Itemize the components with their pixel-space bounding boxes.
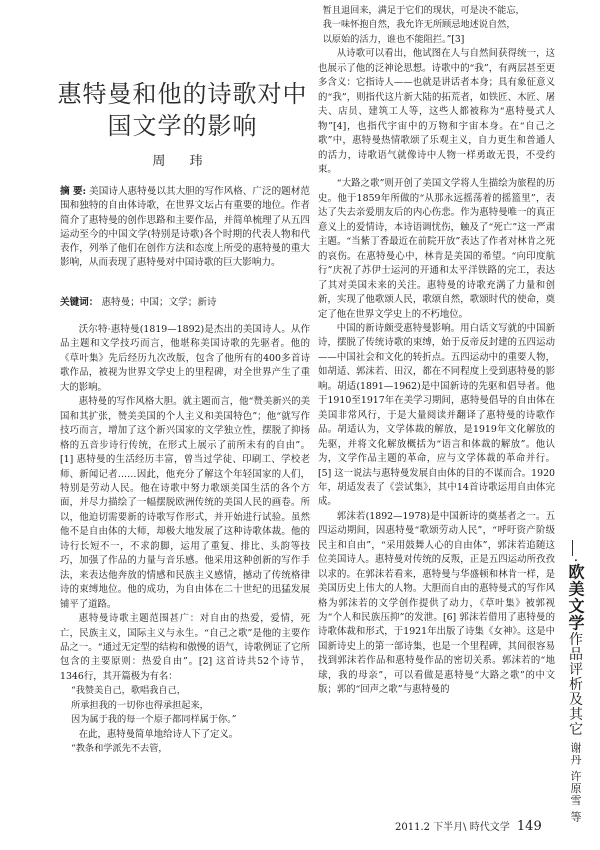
section-title: 欧美文学 <box>566 563 585 632</box>
paragraph: 惠特曼的写作风格大胆。就主题而言，他“赞美新兴的美国和其扩张，赞美美国的个人主义和美国特色”；他“就写作技巧而言，增加了这个新兴国家的文学独立性，摆脱了抑扬格的五音步诗行传统，在形式上展示了前所未有的自由”。[1] 惠特曼的生活经历丰富，曾当过学徒、印刷工、学校老师、新闻记者……因此，他充分了解这个年轻国家的人们，特别是劳动人民。他在诗歌中努力歌颂美国生活的各个方面，并尽力描绘了一幅摆脱欧洲传统的美国人民的画卷。所以，他迫切需要新的诗歌写作形式，并开始进行试验。虽然他不是自由体的大师，却极大地发展了这种诗歌体裁。他的诗行长短不一，不求韵脚，运用了重复、排比、头韵等技巧，加强了作品的力量与音乐感。他采用这种创新的写作手法，来表达他奔放的情感和民族主义感情，撼动了传统格律诗的束缚地位。他的成功，为自由体在二十世纪的迅猛发展铺平了道路。 <box>60 396 310 610</box>
keywords <box>60 296 310 310</box>
section-label <box>564 558 587 823</box>
section-subtitle: 作品评析及其它 <box>567 631 583 737</box>
paragraph: 沃尔特·惠特曼(1819—1892)是杰出的美国诗人。从作品主题和文学技巧而言，他堪称美国诗歌的先驱者。他的《草叶集》先后经历九次改版，包含了他所有的400多首诗歌作品，被视为世界文学史上的里程碑，对全世界产生了重大的影响。 <box>60 324 310 393</box>
paragraph: 郭沫若(1892—1978)是中国新诗的奠基者之一。五四运动期间，因惠特曼“歌颂劳动人民”，“呼吁资产阶级民主和自由”，“采用鼓舞人心的自由体”，郭沫若追随这位美国诗人。惠特曼对传统的反叛，正是五四运动所孜孜以求的。在郭沫若看来，惠特曼与华盛顿和林肯一样，是美国历史上伟大的人物。大胆而自由的惠特曼式的写作风格为郭沫若的文学创作提供了动力，《草叶集》被郭视为“个人和民族压抑”的发泄。[6] 郭沫若借用了惠特曼的诗歌体裁和形式，于1921年出版了诗集《女神》。这是中国新诗史上的第一部诗集，也是一个里程碑，其间很容易找到郭沫若作品和惠特曼作品的密切关系。郭沫若的“地球，我的母亲”，可以看做是惠特曼“大路之歌”的中文版；郭的“回声之歌”与惠特曼的 <box>318 510 555 696</box>
page-footer <box>395 818 542 834</box>
paragraph: 惠特曼诗歌主题范围甚广：对自由的热爱，爱情，死亡，民族主义，国际主义与永生。“自己之歌”是他的主要作品之一。“通过无定型的结构和傲慢的语气，诗歌例证了它所包含的主要原则：热爱自由”。[2] 这首诗共52个诗节，1346行，其开篇极为有名： <box>60 613 310 682</box>
journal-issue: 2011.2 下半月\ 時代文学 <box>395 822 510 833</box>
sidebar-dot: · <box>567 558 583 564</box>
paragraph: “大路之歌”则开创了美国文学将人生描绘为旅程的历史。他于1859年所做的“从那永远摇荡着的摇篮里”，表达了失去亲爱朋友后的内心伤悲。作为惠特曼唯一的真正意义上的爱情诗，本诗语调忧伤，触及了“死亡”这一严肃主题。“当紫丁香最近在前院开放”表达了作者对林肯之死的哀伤。在惠特曼心中，林肯是美国的希望。“向印度航行”庆祝了苏伊士运河的开通和太平洋铁路的完工，表达了其对美国未来的关注。惠特曼的诗歌充满了力量和创新，实现了他歌颂人民，歌颂自然，歌颂时代的使命，奠定了他在世界文学史上的不朽地位。 <box>318 178 555 320</box>
poem-line: 以原始的活力，谁也不能阻拦。”[3] <box>322 33 465 45</box>
page-title <box>55 78 310 142</box>
left-column <box>60 323 310 757</box>
paragraph: 在此，惠特曼简单地给诗人下了定义。 <box>78 728 239 740</box>
section-sidebar <box>560 540 586 830</box>
paragraph: 中国的新诗颇受惠特曼影响。用白话文写就的中国新诗，摆脱了传统诗歌的束缚，始于反帝反封建的五四运动——中国社会和文化的转折点。五四运动中的重要人物，如胡适、郭沫若、田汉，都在不同程度上受到惠特曼的影响。胡适(1891—1962)是中国新诗的先驱和倡导者。他于1910至1917年在美学习期间，惠特曼倡导的自由体在美国非常风行，于是大量阅读并翻译了惠特曼的诗歌作品。胡适认为，文学体裁的解放，是1919年文化解放的先驱，并将文化解放概括为“语言和体裁的解放”。他认为，文学作品主题的革命，应与文学体裁的革命并行。[5] 这一说法与惠特曼发展自由体的目的不谋而合。1920年，胡适发表了《尝试集》，其中14首诗歌运用自由体完成。 <box>318 322 555 508</box>
sidebar-divider <box>572 540 573 556</box>
abstract-label: 摘 要: <box>60 186 87 197</box>
title-line-2: 国文学的影响 <box>107 112 258 140</box>
paragraph: 从诗歌可以看出，他试图在人与自然间获得统一，这也展示了他的泛神论思想。诗歌中的“我”，有两层甚至更多含义：它指诗人——也就是讲话者本身；具有象征意义的“我”，则指代这片新大陆的拓荒者，如铁匠、木匠、屠夫、店员、建筑工人等，这些人都被称为“惠特曼式人物”[4]，也指代宇宙中的万物和宇宙本身。在“自己之歌”中，惠特曼热情歌颂了乐观主义，自力更生和普通人的活力，诗歌语气就像诗中人物一样勇敢无畏，不受约束。 <box>318 48 555 175</box>
abstract-text: 美国诗人惠特曼以其大胆的写作风格、广泛的题材范围和独特的自由体诗歌，在世界文坛占有重要的地位。作者简介了惠特曼的创作思路和主要作品，并简单梳理了从五四运动至今的中国文学(特别是诗歌)各个时期的代表人物和代表作，列举了他们在创作方法和态度上所受的惠特曼的重大影响，从而表现了惠特曼对中国诗歌的巨大影响力。 <box>60 186 310 269</box>
poem-line: 所承担我的一切你也得承担起来， <box>71 699 209 711</box>
section-authors: 谢丹 许原雪 等 <box>569 741 582 823</box>
abstract <box>60 185 310 271</box>
author-name: 周 玮 <box>152 154 213 169</box>
poem-line: 因为属于我的每一个原子都同样属于你。” <box>71 714 237 726</box>
poem-line: “教条和学派先不去管， <box>71 743 168 755</box>
right-column <box>318 4 555 698</box>
poem-line: 我一味怀抱自然，我允许无所顾忌地述说自然， <box>322 19 516 31</box>
page-number: 149 <box>516 819 542 834</box>
title-line-1: 惠特曼和他的诗歌对中 <box>57 80 308 108</box>
poem-line: “我赞美自己，歌唱我自己， <box>71 685 186 697</box>
keywords-label: 关键词： <box>60 297 99 308</box>
keywords-text: 惠特曼；中国；文学；新诗 <box>101 297 217 308</box>
poem-line: 暂且退回来，满足于它们的现状，可是决不能忘， <box>322 5 525 16</box>
